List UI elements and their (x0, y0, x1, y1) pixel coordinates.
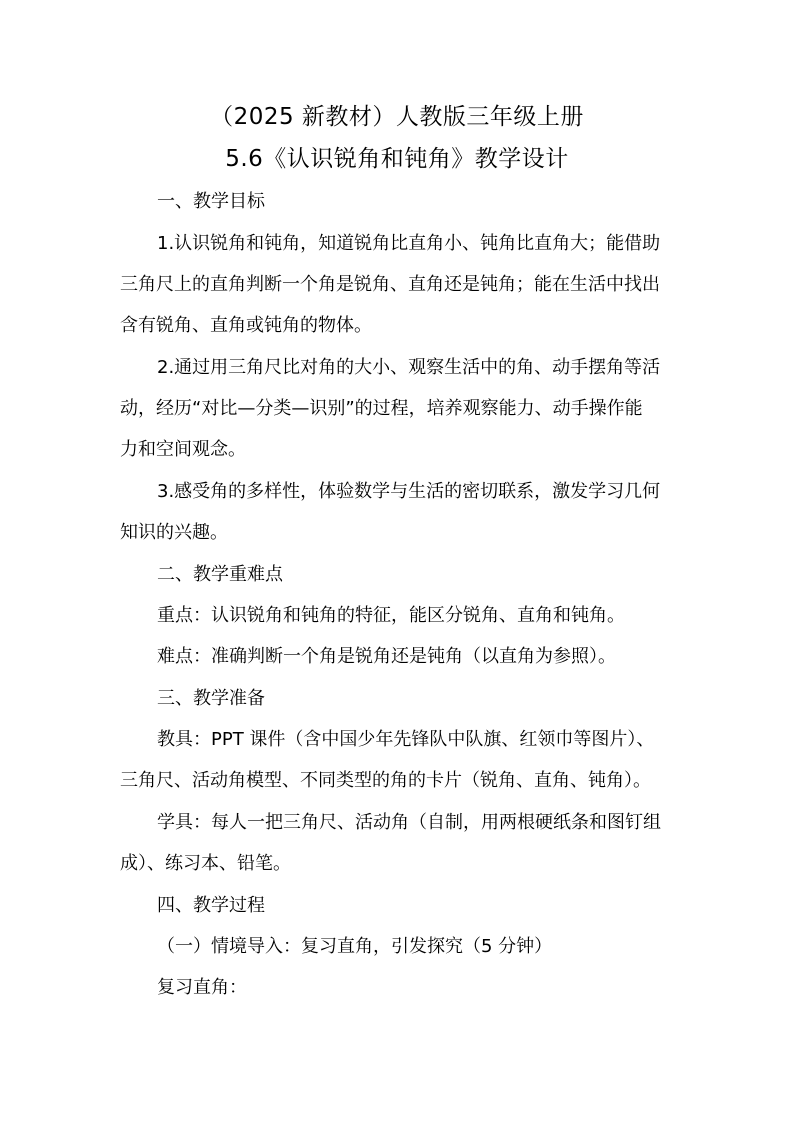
student-tools-line-2: 成）、练习本、铅笔。 (120, 853, 291, 874)
section-heading-process: 四、教学过程 (157, 895, 265, 916)
goal-2-line-3: 力和空间观念。 (120, 439, 246, 460)
section-heading-preparation: 三、教学准备 (157, 688, 265, 709)
goal-3-line-1: 3.感受角的多样性，体验数学与生活的密切联系，激发学习几何 (157, 481, 661, 502)
teacher-tools-line-1: 教具：PPT 课件（含中国少年先锋队中队旗、红领巾等图片）、 (157, 729, 655, 750)
process-step-1-subheading: 复习直角： (157, 977, 247, 998)
process-step-1-heading: （一）情境导入：复习直角，引发探究（5 分钟） (157, 936, 553, 957)
goal-2-line-2: 动，经历“对比—分类—识别”的过程，培养观察能力、动手操作能 (120, 398, 643, 419)
goal-1-line-3: 含有锐角、直角或钝角的物体。 (120, 315, 372, 336)
section-heading-key-points: 二、教学重难点 (157, 564, 283, 585)
document-title-line-2: 5.6《认识锐角和钝角》教学设计 (225, 146, 569, 172)
goal-1-line-1: 1.认识锐角和钝角，知道锐角比直角小、钝角比直角大；能借助 (157, 233, 661, 254)
document-title-line-1: （2025 新教材）人教版三年级上册 (210, 104, 584, 130)
goal-3-line-2: 知识的兴趣。 (120, 522, 228, 543)
key-point-focus: 重点：认识锐角和钝角的特征，能区分锐角、直角和钝角。 (157, 605, 625, 626)
section-heading-goals: 一、教学目标 (157, 191, 265, 212)
goal-2-line-1: 2.通过用三角尺比对角的大小、观察生活中的角、动手摆角等活 (157, 357, 661, 378)
key-point-difficulty: 难点：准确判断一个角是锐角还是钝角（以直角为参照）。 (157, 646, 616, 667)
student-tools-line-1: 学具：每人一把三角尺、活动角（自制，用两根硬纸条和图钉组 (157, 812, 661, 833)
goal-1-line-2: 三角尺上的直角判断一个角是锐角、直角还是钝角；能在生活中找出 (120, 274, 660, 295)
teacher-tools-line-2: 三角尺、活动角模型、不同类型的角的卡片（锐角、直角、钝角）。 (120, 770, 651, 791)
